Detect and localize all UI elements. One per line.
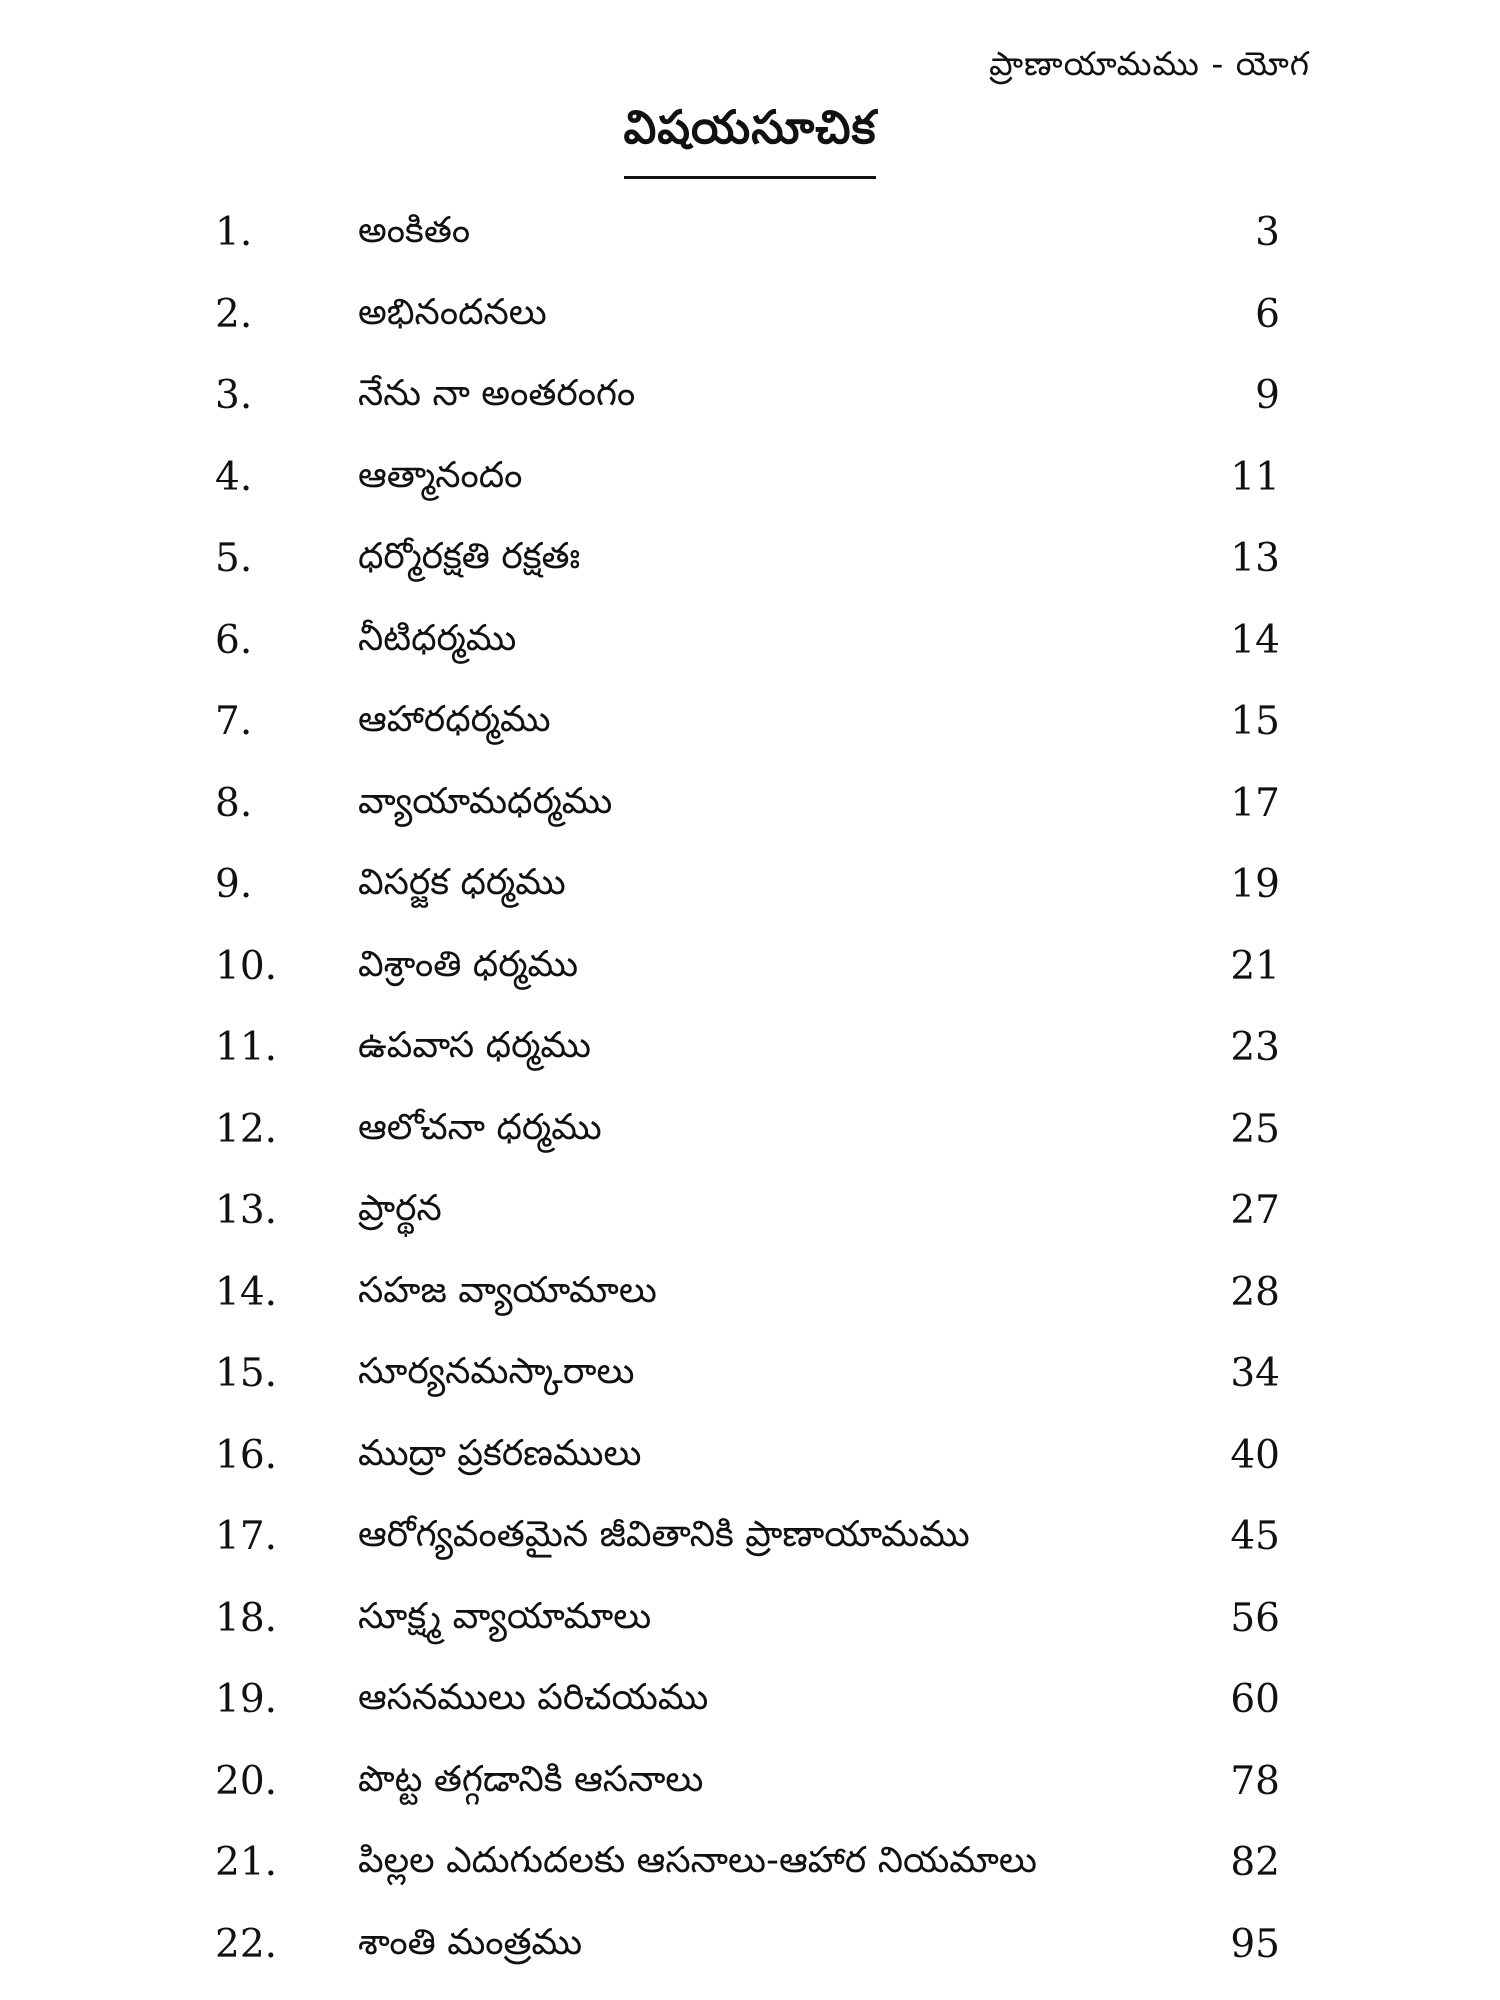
toc-entry <box>0 522 1500 604</box>
toc-entry <box>0 1908 1500 1990</box>
toc-entry-page-number: 15 <box>1230 699 1280 744</box>
toc-entry-number: 12. <box>215 1106 278 1152</box>
toc-entry-page-number: 19 <box>1230 862 1280 907</box>
toc-entry-title: ధర్మోరక్షతి రక్షతః <box>358 536 581 577</box>
toc-entry-title: అంకితం <box>358 210 471 251</box>
toc-entry-title: ఆలోచనా ధర్మము <box>358 1106 602 1148</box>
toc-entry-number: 14. <box>215 1269 278 1315</box>
toc-entry <box>0 1337 1500 1419</box>
toc-entry-number: 8. <box>215 780 253 826</box>
toc-entry-title: సూర్యనమస్కారాలు <box>358 1351 635 1392</box>
toc-entry-number: 9. <box>215 862 253 907</box>
toc-entry <box>0 1663 1500 1745</box>
toc-entry <box>0 1256 1500 1338</box>
toc-entry-number: 2. <box>215 291 253 337</box>
toc-entry <box>0 1500 1500 1582</box>
toc-entry-page-number: 78 <box>1230 1758 1280 1804</box>
toc-entry-page-number: 17 <box>1230 780 1280 826</box>
page-title: విషయసూచిక <box>624 100 877 179</box>
toc-entry <box>0 1093 1500 1175</box>
toc-entry-page-number: 6 <box>1255 291 1280 337</box>
toc-entry-page-number: 13 <box>1230 536 1280 581</box>
toc-entry-number: 7. <box>215 699 253 744</box>
toc-entry-page-number: 23 <box>1230 1025 1280 1070</box>
toc-entry <box>0 196 1500 278</box>
toc-entry-number: 11. <box>215 1025 278 1070</box>
toc-entry-title: పిల్లల ఎదుగుదలకు ఆసనాలు-ఆహార నియమాలు <box>358 1840 1037 1881</box>
toc-entry-page-number: 60 <box>1230 1677 1280 1722</box>
toc-entry-title: ఆత్మానందం <box>358 454 523 496</box>
toc-entry <box>0 604 1500 686</box>
toc-entry <box>0 1582 1500 1664</box>
toc-entry-title: ఆహారధర్మము <box>358 699 551 740</box>
toc-entry-page-number: 34 <box>1230 1351 1280 1396</box>
toc-entry-number: 16. <box>215 1432 278 1478</box>
toc-entry-number: 21. <box>215 1840 278 1885</box>
toc-entry <box>0 930 1500 1012</box>
toc-entry-number: 3. <box>215 373 253 418</box>
running-header: ప్రాణాయామము - యోగ <box>989 44 1310 83</box>
toc-entry-page-number: 9 <box>1255 373 1280 418</box>
toc-entry-page-number: 11 <box>1230 454 1280 500</box>
toc-entry-title: శాంతి మంత్రము <box>358 1921 583 1963</box>
toc-entry-title: నీటిధర్మము <box>358 617 517 659</box>
toc-entry-number: 13. <box>215 1188 278 1233</box>
toc-entry <box>0 1826 1500 1908</box>
toc-entry-page-number: 28 <box>1230 1269 1280 1315</box>
toc-entry <box>0 441 1500 523</box>
toc-entry-page-number: 40 <box>1230 1432 1280 1478</box>
toc-entry-page-number: 82 <box>1230 1840 1280 1885</box>
toc-entry-number: 4. <box>215 454 253 500</box>
toc-entry-title: ప్రార్థన <box>358 1188 442 1229</box>
toc-entry <box>0 359 1500 441</box>
toc-entry-number: 1. <box>215 210 253 255</box>
toc-entry <box>0 1745 1500 1827</box>
toc-entry-number: 17. <box>215 1514 278 1559</box>
toc-entry-page-number: 14 <box>1230 617 1280 663</box>
toc-entry-title: అభినందనలు <box>358 291 547 333</box>
toc-entry-page-number: 21 <box>1230 943 1280 989</box>
toc-entry-title: పొట్ట తగ్గడానికి ఆసనాలు <box>358 1758 704 1800</box>
toc-entry-number: 10. <box>215 943 278 989</box>
toc-entry-page-number: 25 <box>1230 1106 1280 1152</box>
toc-entry-title: ముద్రా ప్రకరణములు <box>358 1432 642 1474</box>
toc-entry-number: 15. <box>215 1351 278 1396</box>
toc-entry-number: 6. <box>215 617 253 663</box>
toc-entry <box>0 848 1500 930</box>
toc-entry <box>0 278 1500 360</box>
toc-entry <box>0 767 1500 849</box>
toc-entry-title: సూక్ష్మ వ్యాయామాలు <box>358 1595 652 1637</box>
toc-entry <box>0 1011 1500 1093</box>
toc-entry-number: 20. <box>215 1758 278 1804</box>
toc-entry-number: 22. <box>215 1921 278 1967</box>
toc-entry-number: 18. <box>215 1595 278 1641</box>
toc-entry-number: 5. <box>215 536 253 581</box>
toc-entry-page-number: 95 <box>1230 1921 1280 1967</box>
toc-entry-title: సహజ వ్యాయామాలు <box>358 1269 657 1311</box>
title-wrap <box>0 100 1500 179</box>
toc-entry <box>0 1419 1500 1501</box>
toc-entry-page-number: 56 <box>1230 1595 1280 1641</box>
table-of-contents <box>0 196 1500 1989</box>
toc-entry-title: ఉపవాస ధర్మము <box>358 1025 591 1066</box>
toc-entry <box>0 1174 1500 1256</box>
toc-entry-title: ఆరోగ్యవంతమైన జీవితానికి ప్రాణాయామము <box>358 1514 970 1555</box>
toc-entry-title: వ్యాయామధర్మము <box>358 780 613 822</box>
toc-entry-title: విసర్జక ధర్మము <box>358 862 566 903</box>
toc-entry-number: 19. <box>215 1677 278 1722</box>
toc-entry-page-number: 3 <box>1255 210 1280 255</box>
toc-entry-title: నేను నా అంతరంగం <box>358 373 636 414</box>
toc-entry-page-number: 27 <box>1230 1188 1280 1233</box>
toc-entry-page-number: 45 <box>1230 1514 1280 1559</box>
toc-entry <box>0 685 1500 767</box>
toc-entry-title: ఆసనములు పరిచయము <box>358 1677 709 1718</box>
toc-entry-title: విశ్రాంతి ధర్మము <box>358 943 579 985</box>
